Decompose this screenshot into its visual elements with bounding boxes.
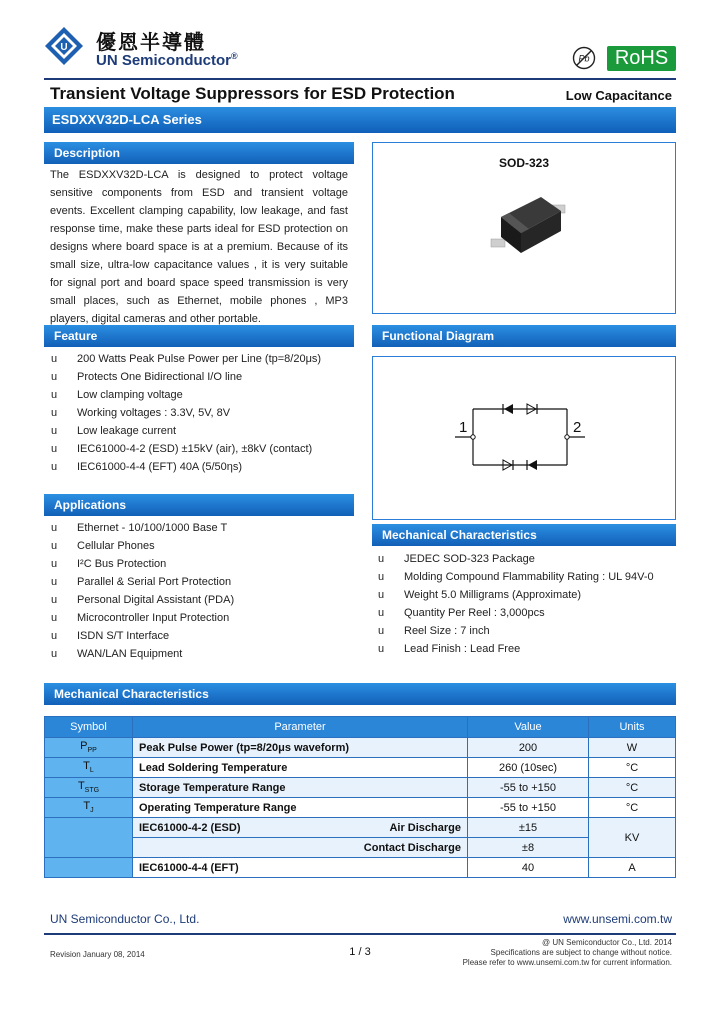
- parameter-cell: Operating Temperature Range: [133, 798, 468, 818]
- column-header: Units: [589, 717, 676, 738]
- list-item: u Quantity Per Reel : 3,000pcs: [378, 607, 545, 619]
- lead-free-pb-icon: [572, 46, 596, 70]
- description-heading: Description: [44, 142, 354, 164]
- applications-list: [51, 519, 351, 663]
- value-cell: 200: [468, 738, 589, 758]
- functional-diagram-heading: Functional Diagram: [372, 325, 676, 347]
- mechanical-table-heading: Mechanical Characteristics: [44, 683, 676, 705]
- column-header: Symbol: [45, 717, 133, 738]
- copyright-notice: @ UN Semiconductor Co., Ltd. 2014: [542, 938, 672, 947]
- contact-discharge-label: Contact Discharge: [133, 838, 468, 858]
- list-item: u Lead Finish : Lead Free: [378, 643, 521, 655]
- description-text: The ESDXXV32D-LCA is designed to protect voltage sensitive components from ESD and transient voltage events. Excellent clamping capability, low leakage, and fast response time, make these parts ideal for ESD protection on designs where board space is at a premium. Because of its small size, ultra-low capacitance values , it is very suitable for signal port and board space speed transmission is very small places, such as Ethernet, mobile phones , MP3 players, digital cameras and other portable.: [50, 169, 348, 325]
- symbol-cell: [45, 858, 133, 878]
- list-item: u Reel Size : 7 inch: [378, 625, 490, 637]
- column-header: Parameter: [133, 717, 468, 738]
- table-row: [45, 738, 676, 758]
- unit-cell: A: [589, 858, 676, 878]
- list-item: u WAN/LAN Equipment: [51, 648, 183, 660]
- parameter-cell: Peak Pulse Power (tp=8/20μs waveform): [133, 738, 468, 758]
- pin-2-label: 2: [573, 419, 582, 436]
- sod323-package-icon: [481, 187, 581, 265]
- table-row: [45, 798, 676, 818]
- feature-heading: Feature: [44, 325, 354, 347]
- series-name: ESDXXV32D-LCA Series: [52, 112, 202, 127]
- table-row: [45, 858, 676, 878]
- list-item: u Molding Compound Flammability Rating : UL 94V-0: [378, 571, 654, 583]
- table-row: [45, 758, 676, 778]
- parameter-cell: IEC61000-4-2 (ESD) Air Discharge: [133, 818, 468, 838]
- rohs-badge: RoHS: [607, 46, 676, 71]
- list-item: u Weight 5.0 Milligrams (Approximate): [378, 589, 582, 601]
- column-header: Value: [468, 717, 589, 738]
- list-item: u Microcontroller Input Protection: [51, 612, 230, 624]
- bidirectional-tvs-schematic: [453, 399, 603, 477]
- pin-1-label: 1: [459, 419, 468, 436]
- air-discharge-label: Air Discharge: [389, 821, 461, 834]
- table-row: [45, 818, 676, 838]
- unit-cell: °C: [589, 778, 676, 798]
- list-item: u Ethernet - 10/100/1000 Base T: [51, 522, 228, 534]
- parameter-cell: Lead Soldering Temperature: [133, 758, 468, 778]
- company-logo-icon: [44, 26, 84, 66]
- unit-cell: W: [589, 738, 676, 758]
- unit-cell: °C: [589, 758, 676, 778]
- series-banner: [44, 107, 676, 133]
- mechanical-list: [378, 550, 674, 658]
- list-item: u Protects One Bidirectional I/O line: [51, 371, 243, 383]
- feature-list: [51, 350, 351, 476]
- unit-cell: KV: [589, 818, 676, 858]
- value-cell: ±15: [468, 818, 589, 838]
- svg-text:Pb: Pb: [578, 53, 590, 64]
- symbol-cell: [45, 818, 133, 858]
- value-cell: 260 (10sec): [468, 758, 589, 778]
- package-image-box: [372, 142, 676, 314]
- header-divider: [44, 78, 676, 80]
- table-header-row: [45, 717, 676, 738]
- list-item: u Low clamping voltage: [51, 389, 183, 401]
- list-item: u ISDN S/T Interface: [51, 630, 170, 642]
- list-item: u Working voltages : 3.3V, 5V, 8V: [51, 407, 231, 419]
- feature-tagline: Low Capacitance: [565, 88, 672, 103]
- symbol-cell: $P_{PP}$: [45, 738, 133, 758]
- value-cell: ±8: [468, 838, 589, 858]
- symbol-cell: $T_J$: [45, 798, 133, 818]
- company-name-english: UN Semiconductor®: [96, 51, 238, 69]
- functional-diagram-box: [372, 356, 676, 520]
- document-title: Transient Voltage Suppressors for ESD Protection: [50, 84, 455, 103]
- footer-website-link[interactable]: www.unsemi.com.tw: [563, 912, 672, 926]
- parameter-cell: IEC61000-4-4 (EFT): [133, 858, 468, 878]
- applications-heading: Applications: [44, 494, 354, 516]
- list-item: u 200 Watts Peak Pulse Power per Line (tp=8/20μs): [51, 353, 322, 365]
- unit-cell: °C: [589, 798, 676, 818]
- revision-date: Revision January 08, 2014: [50, 950, 145, 959]
- package-label: SOD-323: [498, 156, 550, 170]
- table-row: [45, 838, 676, 858]
- symbol-cell: $T_L$: [45, 758, 133, 778]
- list-item: u Cellular Phones: [51, 540, 155, 552]
- footer-company: UN Semiconductor Co., Ltd.: [50, 912, 200, 926]
- parameter-cell: Storage Temperature Range: [133, 778, 468, 798]
- list-item: u IEC61000-4-2 (ESD) ±15kV (air), ±8kV (contact): [51, 443, 313, 455]
- value-cell: -55 to +150: [468, 798, 589, 818]
- page-number: 1 / 3: [349, 946, 371, 958]
- list-item: u Parallel & Serial Port Protection: [51, 576, 232, 588]
- refer-notice: Please refer to www.unsemi.com.tw for current information.: [462, 958, 672, 967]
- value-cell: 40: [468, 858, 589, 878]
- ratings-table: [44, 716, 676, 878]
- footer-divider: [44, 933, 676, 935]
- list-item: u Low leakage current: [51, 425, 177, 437]
- table-row: [45, 778, 676, 798]
- value-cell: -55 to +150: [468, 778, 589, 798]
- company-name-chinese: 優恩半導體: [96, 30, 206, 54]
- list-item: u I²C Bus Protection: [51, 558, 167, 570]
- symbol-cell: $T_{STG}$: [45, 778, 133, 798]
- change-notice: Specifications are subject to change without notice.: [490, 948, 672, 957]
- mechanical-heading-right: Mechanical Characteristics: [372, 524, 676, 546]
- list-item: u IEC61000-4-4 (EFT) 40A (5/50ηs): [51, 461, 243, 473]
- list-item: u Personal Digital Assistant (PDA): [51, 594, 235, 606]
- list-item: u JEDEC SOD-323 Package: [378, 553, 535, 565]
- svg-text:U: U: [60, 42, 68, 53]
